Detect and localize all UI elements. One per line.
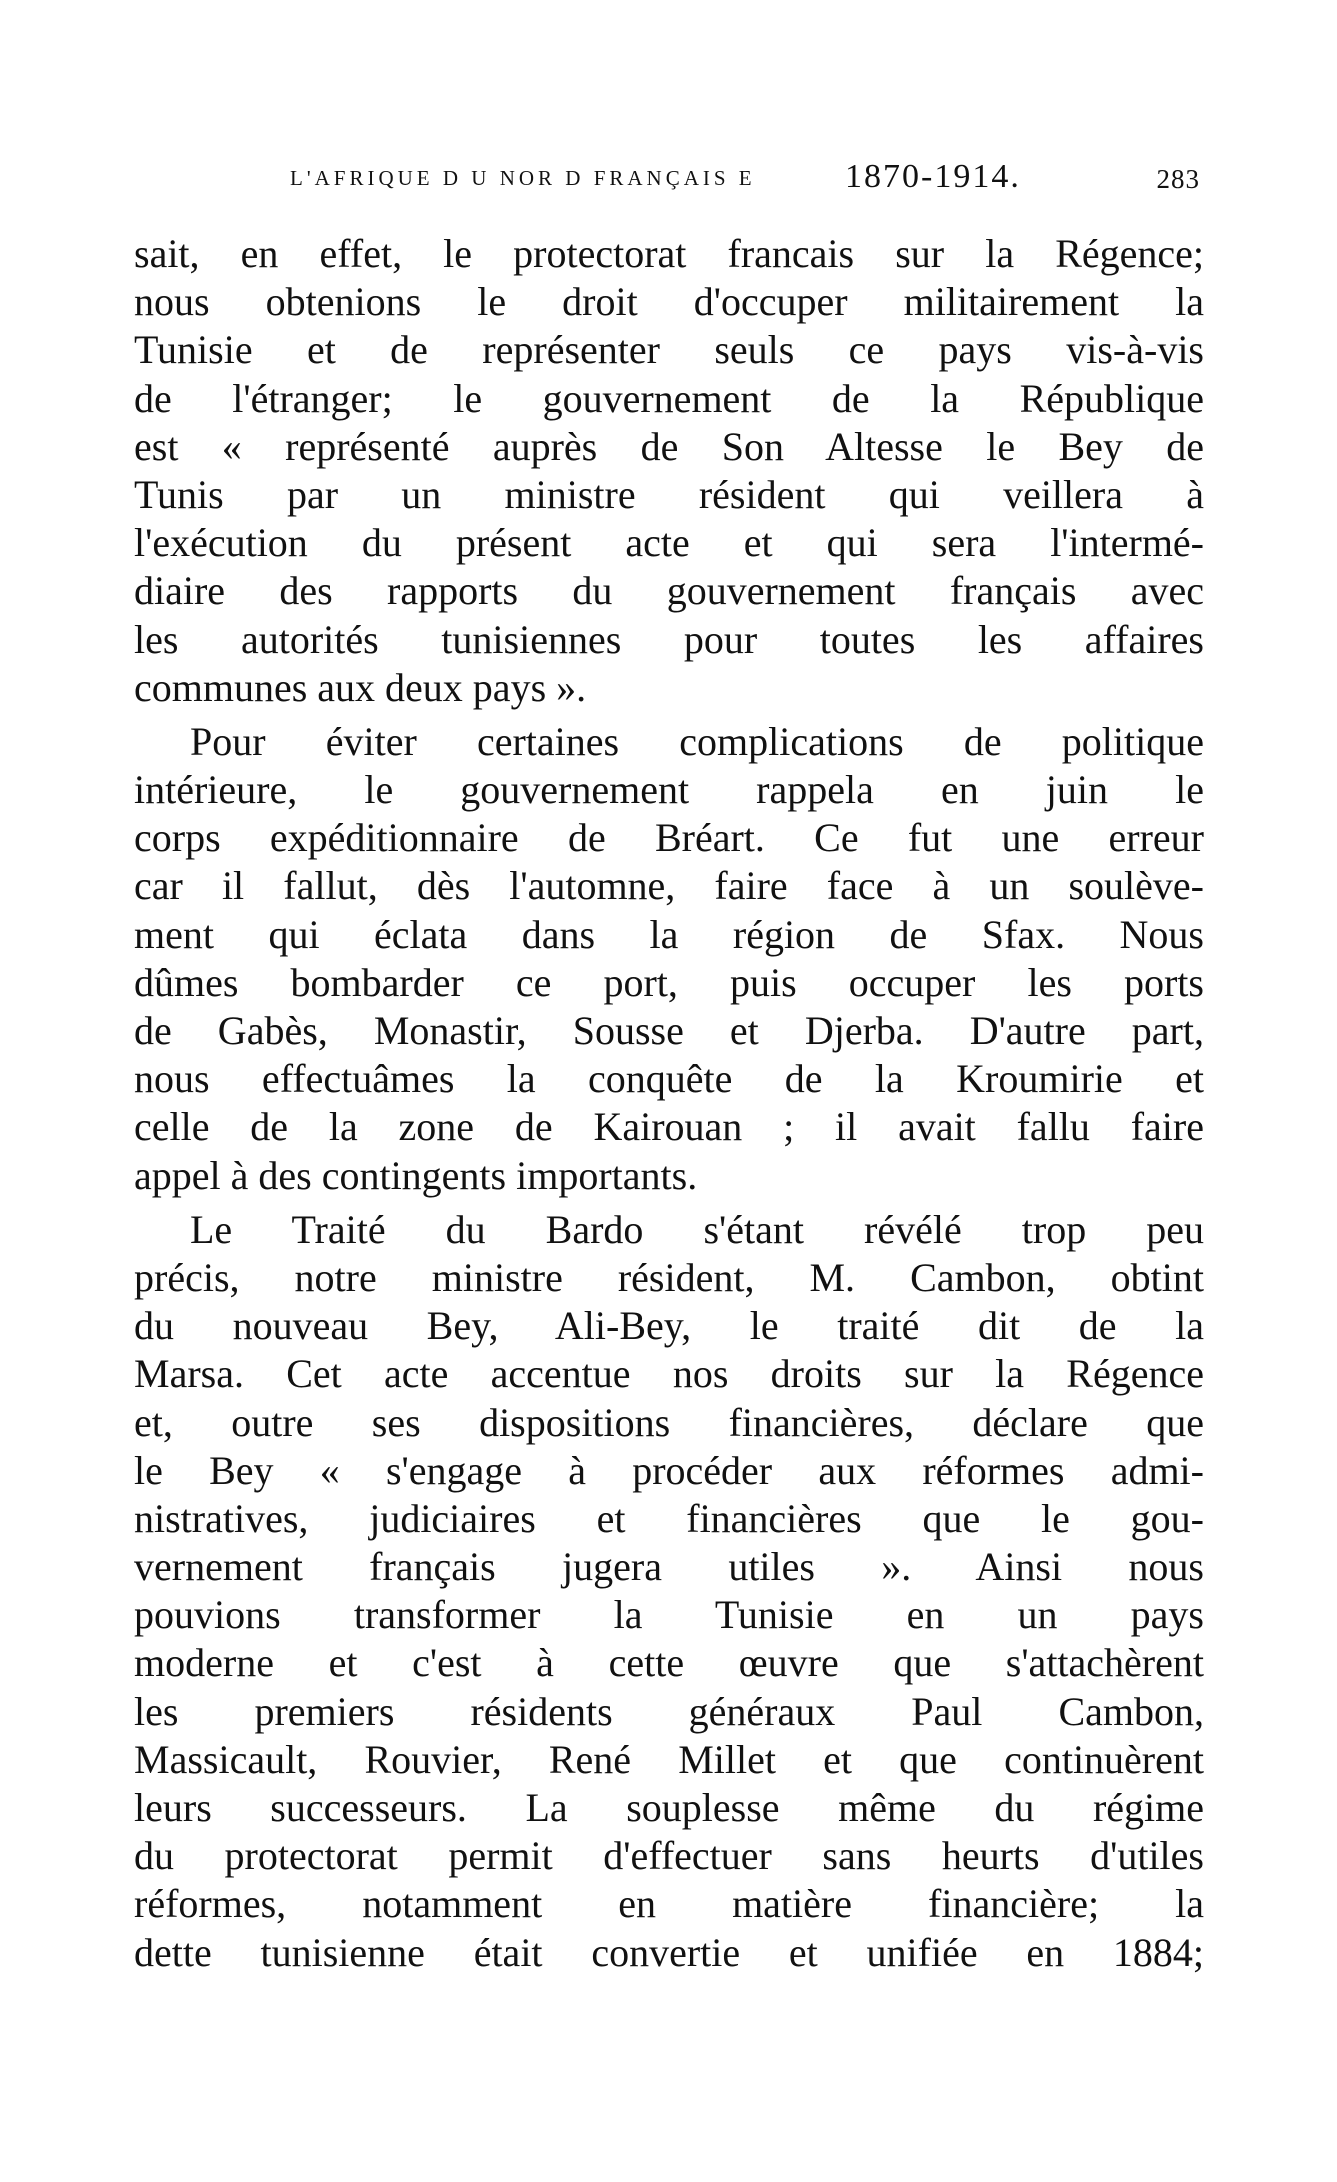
text-line: diaire des rapports du gouvernement français avec: [134, 568, 1204, 614]
running-head-title: L'AFRIQUE D U NOR D FRANÇAIS E: [290, 166, 756, 190]
text-line: le Bey « s'engage à procéder aux réformes admi-: [134, 1447, 1204, 1493]
text-line: et, outre ses dispositions financières, déclare que: [134, 1399, 1204, 1445]
text-line: moderne et c'est à cette œuvre que s'attachèrent: [134, 1640, 1204, 1686]
text-line: précis, notre ministre résident, M. Cambon, obtint: [134, 1254, 1204, 1300]
text-line: réformes, notamment en matière financière; la: [134, 1881, 1204, 1927]
text-line: du protectorat permit d'effectuer sans heurts d'utiles: [134, 1833, 1204, 1879]
text-line: celle de la zone de Kairouan ; il avait fallu faire: [134, 1104, 1204, 1150]
text-line: Le Traité du Bardo s'étant révélé trop peu: [190, 1206, 1204, 1252]
text-line: ment qui éclata dans la région de Sfax. Nous: [134, 911, 1204, 957]
text-line: nous obtenions le droit d'occuper militairement la: [134, 279, 1204, 325]
body-text: [134, 230, 1204, 1977]
text-line: les autorités tunisiennes pour toutes les affaires: [134, 616, 1204, 662]
text-line: leurs successeurs. La souplesse même du régime: [134, 1785, 1204, 1830]
text-line: de l'étranger; le gouvernement de la République: [134, 375, 1204, 421]
text-line: dette tunisienne était convertie et unifiée en 1884;: [134, 1929, 1204, 1975]
text-line: du nouveau Bey, Ali-Bey, le traité dit de la: [134, 1303, 1204, 1349]
page-number: 283: [1156, 164, 1200, 194]
text-line: Massicault, Rouvier, René Millet et que continuèrent: [134, 1736, 1204, 1782]
text-line: nistratives, judiciaires et financières que le gou-: [134, 1495, 1204, 1541]
running-head-years: 1870-1914.: [845, 158, 1021, 195]
paragraph-3: [134, 1206, 1204, 1977]
text-line: est « représenté auprès de Son Altesse le Bey de: [134, 423, 1204, 469]
text-line: appel à des contingents importants.: [134, 1152, 698, 1198]
text-line: dûmes bombarder ce port, puis occuper les ports: [134, 959, 1204, 1005]
text-line: Tunisie et de représenter seuls ce pays vis-à-vis: [134, 327, 1204, 373]
text-line: nous effectuâmes la conquête de la Kroumirie et: [134, 1056, 1204, 1102]
paragraph-2: [134, 718, 1204, 1200]
paragraph-1: [134, 230, 1204, 712]
text-line: car il fallut, dès l'automne, faire face à un soulève-: [134, 863, 1204, 909]
text-line: pouvions transformer la Tunisie en un pays: [134, 1592, 1204, 1638]
text-line: l'exécution du présent acte et qui sera l'intermé-: [134, 520, 1204, 566]
text-line: les premiers résidents généraux Paul Cambon,: [134, 1688, 1204, 1734]
text-line: communes aux deux pays ».: [134, 664, 587, 710]
text-line: Tunis par un ministre résident qui veillera à: [134, 471, 1204, 517]
text-line: Marsa. Cet acte accentue nos droits sur la Régence: [134, 1351, 1204, 1397]
text-line: corps expéditionnaire de Bréart. Ce fut une erreur: [134, 815, 1204, 861]
text-line: intérieure, le gouvernement rappela en juin le: [134, 767, 1204, 813]
running-head: [290, 158, 1200, 198]
text-line: vernement français jugera utiles ». Ainsi nous: [134, 1544, 1204, 1590]
text-line: de Gabès, Monastir, Sousse et Djerba. D'autre part,: [134, 1008, 1204, 1053]
text-line: Pour éviter certaines complications de politique: [190, 718, 1204, 764]
text-line: sait, en effet, le protectorat francais sur la Régence;: [134, 231, 1204, 276]
